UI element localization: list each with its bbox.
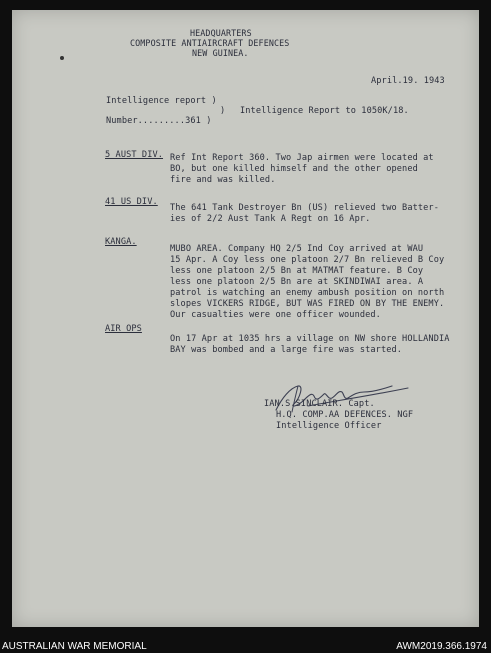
header-line-1: HEADQUARTERS [190,28,252,38]
section-3-line-1: MUBO AREA. Company HQ 2/5 Ind Coy arrived at WAU [170,244,424,254]
section-label-kanga: KANGA. [105,237,137,247]
section-2-line-2: ies of 2/2 Aust Tank A Regt on 16 Apr. [170,214,371,224]
section-3-line-6: slopes VICKERS RIDGE, BUT WAS FIRED ON BY THE ENEMY. [170,299,445,309]
document-page [12,10,479,627]
footer-accession-number: AWM2019.366.1974 [396,641,487,652]
punch-hole-mark [60,56,64,60]
header-line-3: NEW GUINEA. [192,48,249,58]
signatory-name: IAN.S.SINCLAIR. Capt. [264,399,375,409]
report-brace: ) [220,106,226,116]
section-4-line-2: BAY was bombed and a large fire was started. [170,345,403,355]
report-label-1: Intelligence report ) [106,96,217,106]
section-1-line-1: Ref Int Report 360. Two Jap airmen were located at [170,153,434,163]
section-label-air-ops: AIR OPS [105,324,142,334]
header-line-2: COMPOSITE ANTIAIRCRAFT DEFENCES [130,38,290,48]
section-3-line-7: Our casualties were one officer wounded. [170,310,381,320]
document-date: April.19. 1943 [371,76,445,86]
report-reference: Intelligence Report to 1050K/18. [240,106,409,116]
footer-institution: AUSTRALIAN WAR MEMORIAL [2,641,147,652]
section-3-line-5: patrol is watching an enemy ambush position on north [170,288,445,298]
section-label-5-aust-div: 5 AUST DIV. [105,150,164,160]
section-3-line-2: 15 Apr. A Coy less one platoon 2/7 Bn relieved B Coy [170,255,445,265]
section-3-line-4: less one platoon 2/5 Bn are at SKINDIWAI area. A [170,277,424,287]
section-3-line-3: less one platoon 2/5 Bn at MATMAT feature. B Coy [170,266,424,276]
report-number: Number.........361 ) [106,116,212,126]
section-1-line-3: fire and was killed. [170,175,276,185]
section-1-line-2: BO, but one killed himself and the other opened [170,164,418,174]
signatory-unit: H.Q. COMP.AA DEFENCES. NGF [276,410,414,420]
signatory-title: Intelligence Officer [276,421,382,431]
section-2-line-1: The 641 Tank Destroyer Bn (US) relieved two Batter- [170,203,439,213]
section-4-line-1: On 17 Apr at 1035 hrs a village on NW shore HOLLANDIA [170,334,450,344]
section-label-41-us-div: 41 US DIV. [105,197,158,207]
